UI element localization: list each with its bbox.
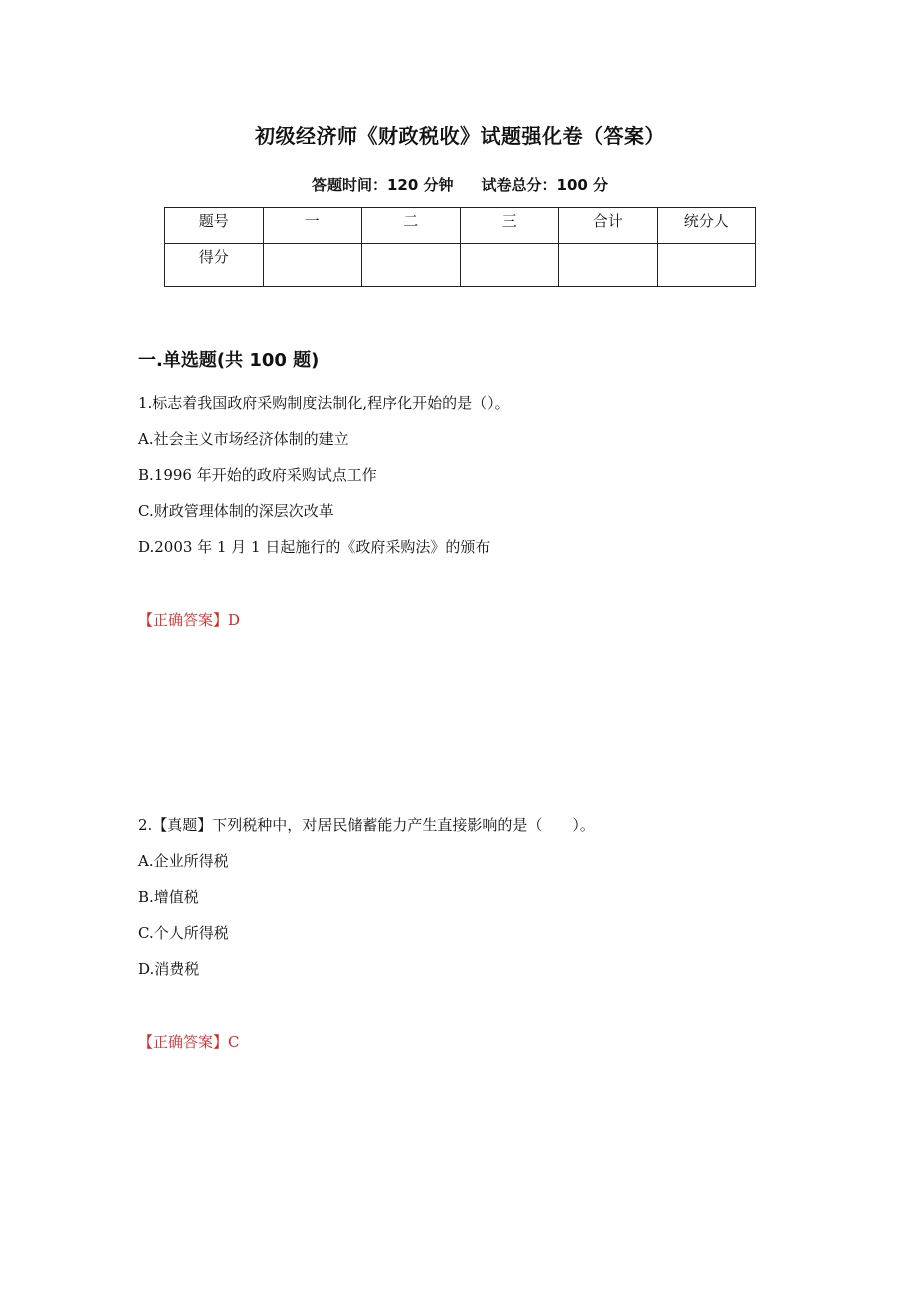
answer-value: C bbox=[228, 1033, 240, 1051]
exam-time: 答题时间：120 分钟 bbox=[311, 176, 454, 194]
answer-value: D bbox=[228, 611, 241, 629]
section-title: 一.单选题(共 100 题) bbox=[138, 350, 320, 371]
question-option: C.个人所得税 bbox=[138, 924, 229, 942]
score-cell bbox=[559, 244, 658, 287]
score-table-header-row bbox=[165, 208, 756, 244]
score-header-cell: 统分人 bbox=[657, 208, 756, 244]
score-header-cell: 一 bbox=[263, 208, 362, 244]
question-option: A.社会主义市场经济体制的建立 bbox=[138, 430, 349, 448]
score-cell bbox=[657, 244, 756, 287]
exam-info bbox=[0, 174, 920, 195]
score-cell bbox=[362, 244, 461, 287]
score-header-cell: 题号 bbox=[165, 208, 264, 244]
question-option: B.1996 年开始的政府采购试点工作 bbox=[138, 466, 377, 484]
score-header-cell: 合计 bbox=[559, 208, 658, 244]
document-title: 初级经济师《财政税收》试题强化卷（答案） bbox=[255, 124, 665, 148]
question-option: D.2003 年 1 月 1 日起施行的《政府采购法》的颁布 bbox=[138, 538, 491, 556]
question-option: C.财政管理体制的深层次改革 bbox=[138, 502, 334, 520]
score-cell bbox=[263, 244, 362, 287]
question-stem: 1.标志着我国政府采购制度法制化,程序化开始的是（）。 bbox=[138, 394, 510, 412]
answer-line bbox=[138, 609, 240, 630]
exam-total-score: 试卷总分：100 分 bbox=[481, 176, 609, 194]
score-table-row bbox=[165, 244, 756, 287]
answer-label: 【正确答案】 bbox=[138, 1033, 229, 1051]
question-option: B.增值税 bbox=[138, 888, 199, 906]
score-cell bbox=[460, 244, 559, 287]
score-header-cell: 二 bbox=[362, 208, 461, 244]
question-option: D.消费税 bbox=[138, 960, 200, 978]
answer-line bbox=[138, 1031, 240, 1052]
score-table bbox=[164, 207, 756, 287]
score-header-cell: 三 bbox=[460, 208, 559, 244]
answer-label: 【正确答案】 bbox=[138, 611, 229, 629]
score-row-label: 得分 bbox=[165, 244, 264, 287]
question-option: A.企业所得税 bbox=[138, 852, 229, 870]
question-stem: 2.【真题】下列税种中，对居民储蓄能力产生直接影响的是（ ）。 bbox=[138, 816, 595, 834]
